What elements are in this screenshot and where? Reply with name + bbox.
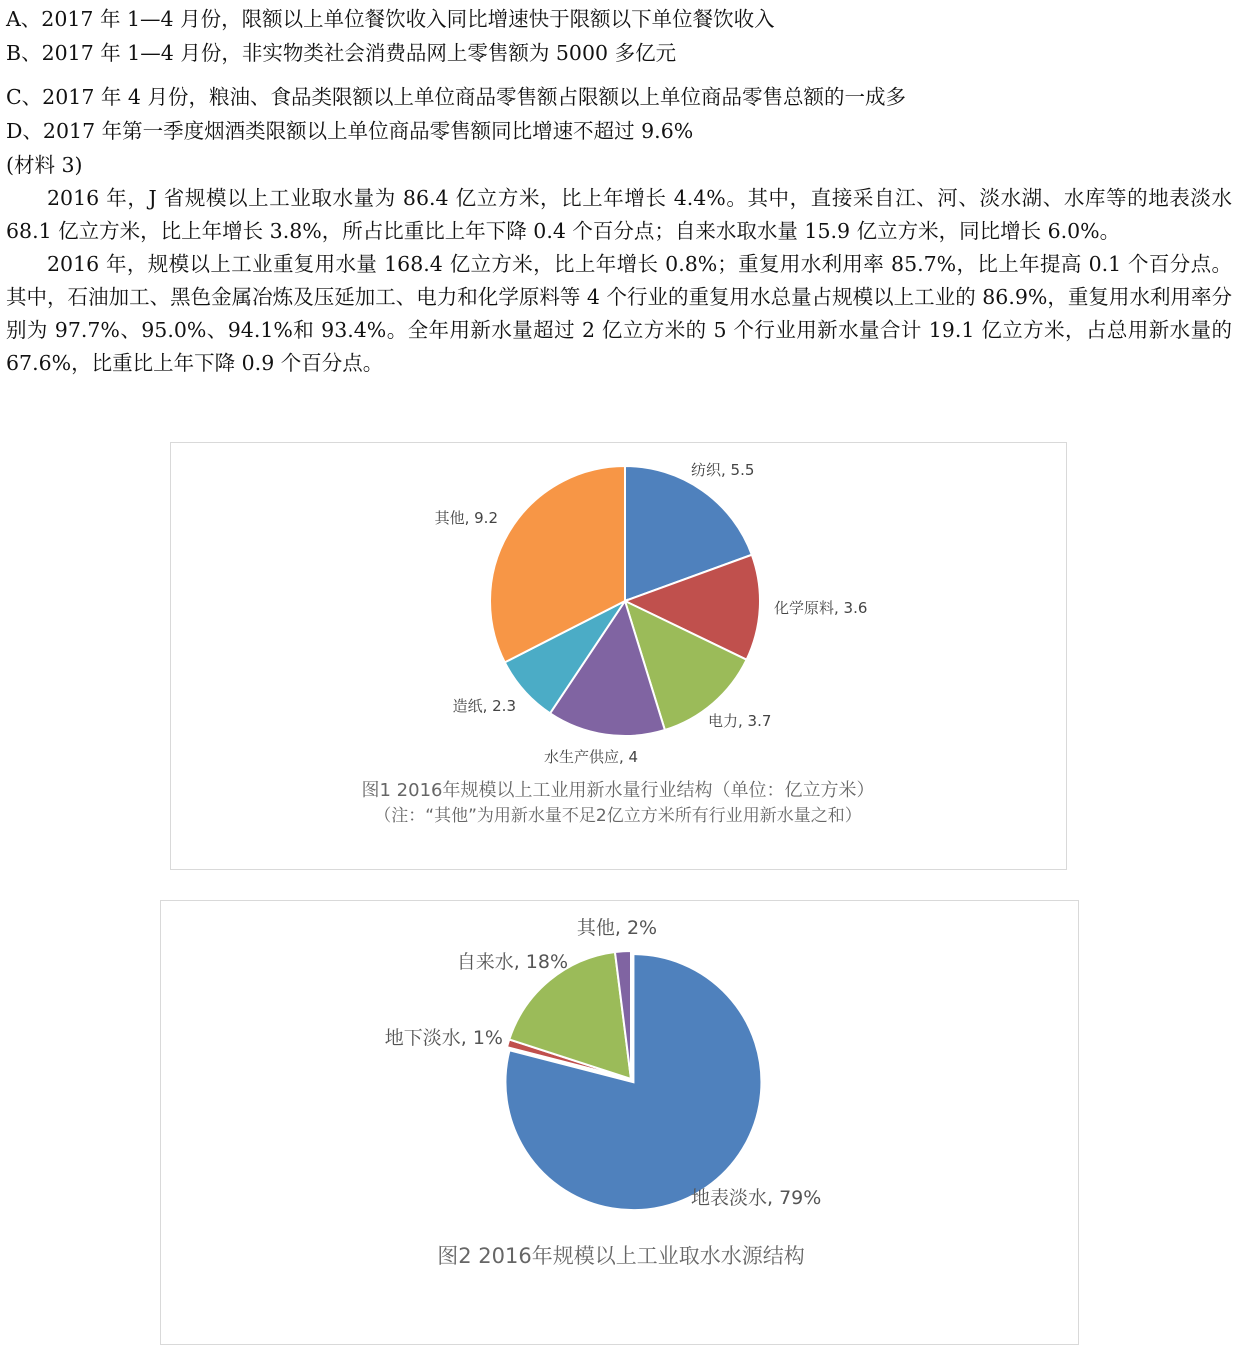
slice-label-1-5: 造纸, 2.3 — [452, 697, 516, 715]
slice-label-1-4: 水生产供应, 4 — [543, 748, 639, 766]
paragraph-water-intake: 2016 年，J 省规模以上工业取水量为 86.4 亿立方米，比上年增长 4.4%。其中，直接采自江、河、淡水湖、水库等的地表淡水 68.1 亿立方米，比上年增长 3.8%，所占比重比上年下降 0.4 个百分点；自来水取水量 15.9 亿立方米，同比增长 6.0%。 — [6, 186, 1232, 243]
material-label: (材料 3) — [6, 153, 83, 177]
option-d: D、2017 年第一季度烟酒类限额以上单位商品零售额同比增速不超过 9.6% — [6, 119, 694, 143]
slice-label-2-3: 自来水, 18% — [456, 951, 568, 973]
question-text — [6, 2, 1232, 380]
slice-label-2-1: 地表淡水, 79% — [691, 1187, 822, 1209]
slice-label-1-1: 纺织, 5.5 — [691, 461, 755, 479]
chart-1-note: （注：“其他”为用新水量不足2亿立方米所有行业用新水量之和） — [374, 806, 862, 826]
chart-water-source-structure — [160, 900, 1079, 1345]
paragraph-water-reuse: 2016 年，规模以上工业重复用水量 168.4 亿立方米，比上年增长 0.8%；重复用水利用率 85.7%，比上年提高 0.1 个百分点。其中，石油加工、黑色金属冶炼及压延加工、电力和化学原料等 4 个行业的重复用水总量占规模以上工业的 86.9%，重复用水利用率分别为 97.7%、95.0%、94.1%和 93.4%。全年用新水量超过 2 亿立方米的 5 个行业用新水量合计 19.1 亿立方米，占总用新水量的 67.6%，比重比上年下降 0.9 个百分点。 — [6, 252, 1232, 375]
chart-new-water-by-industry — [170, 442, 1067, 870]
pie-chart-2 — [161, 901, 1078, 1344]
chart-2-title: 图2 2016年规模以上工业取水水源结构 — [437, 1244, 805, 1268]
option-c: C、2017 年 4 月份，粮油、食品类限额以上单位商品零售额占限额以上单位商品零售总额的一成多 — [6, 85, 906, 109]
slice-label-2-4: 其他, 2% — [576, 917, 658, 939]
option-a: A、2017 年 1—4 月份，限额以上单位餐饮收入同比增速快于限额以下单位餐饮收入 — [6, 7, 775, 31]
pie-chart-1 — [171, 443, 1066, 869]
slice-label-1-6: 其他, 9.2 — [434, 509, 498, 527]
option-b: B、2017 年 1—4 月份，非实物类社会消费品网上零售额为 5000 多亿元 — [6, 41, 677, 65]
chart-1-title: 图1 2016年规模以上工业用新水量行业结构（单位：亿立方米） — [361, 780, 875, 801]
slice-label-1-3: 电力, 3.7 — [708, 712, 772, 730]
slice-label-2-2: 地下淡水, 1% — [384, 1027, 503, 1049]
slice-label-1-2: 化学原料, 3.6 — [774, 599, 868, 617]
